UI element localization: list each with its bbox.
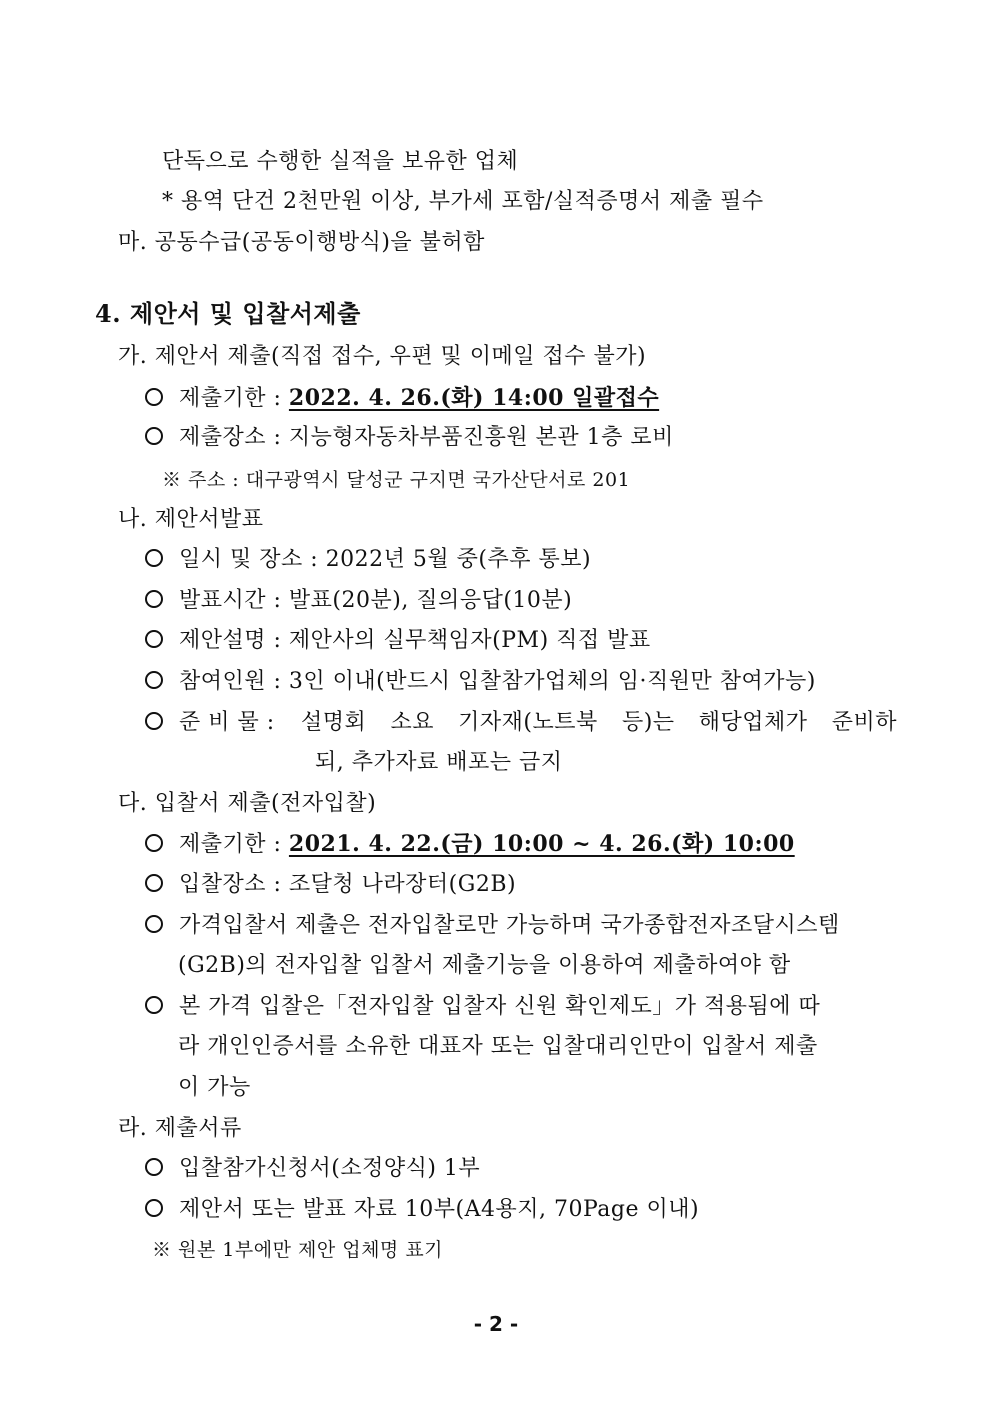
na-item-5 bbox=[145, 708, 275, 738]
na-item-5-line-1: 설명회 소요 기자재(노트북 등)는 해당업체가 준비하 bbox=[301, 710, 897, 735]
na-item-1 bbox=[145, 545, 591, 575]
da-item-3-line-1: 가격입찰서 제출은 전자입찰로만 가능하며 국가종합전자조달시스템 bbox=[179, 913, 840, 938]
da-item-3-line-2: (G2B)의 전자입찰 입찰서 제출기능을 이용하여 제출하여야 함 bbox=[178, 953, 791, 978]
joint-supply-line: 마. 공동수급(공동이행방식)을 불허함 bbox=[118, 230, 485, 255]
ra-item-1-text: 입찰참가신청서(소정양식) 1부 bbox=[179, 1156, 481, 1181]
na-item-4-text: 참여인원 : 3인 이내(반드시 입찰참가업체의 임·직원만 참여가능) bbox=[179, 669, 816, 694]
ra-item-2-text: 제안서 또는 발표 자료 10부(A4용지, 70Page 이내) bbox=[179, 1197, 700, 1222]
na-item-5-label: 준 비 물 : bbox=[179, 710, 275, 735]
na-item-1-text: 일시 및 장소 : 2022년 5월 중(추후 통보) bbox=[179, 547, 592, 572]
da-deadline-item bbox=[145, 829, 795, 860]
page-number: - 2 - bbox=[473, 1312, 519, 1336]
ga-address-note: ※ 주소 : 대구광역시 달성군 구지면 국가산단서로 201 bbox=[162, 469, 631, 491]
da-item-4-line-1: 본 가격 입찰은「전자입찰 입찰자 신원 확인제도」가 적용됨에 따 bbox=[179, 994, 821, 1019]
na-item-5-line-2: 되, 추가자료 배포는 금지 bbox=[315, 750, 563, 775]
ga-deadline-item bbox=[145, 383, 659, 414]
subsection-ga-title: 가. 제안서 제출(직접 접수, 우편 및 이메일 접수 불가) bbox=[118, 344, 647, 369]
na-item-3-text: 제안설명 : 제안사의 실무책임자(PM) 직접 발표 bbox=[179, 628, 651, 653]
ra-item-1 bbox=[145, 1154, 480, 1184]
circle-bullet-icon bbox=[145, 874, 163, 892]
ga-place-item bbox=[145, 423, 674, 453]
da-place-item bbox=[145, 870, 516, 900]
circle-bullet-icon bbox=[145, 1158, 163, 1176]
na-item-3 bbox=[145, 626, 651, 656]
na-item-2 bbox=[145, 586, 572, 616]
subsection-ra-title: 라. 제출서류 bbox=[118, 1116, 242, 1141]
circle-bullet-icon bbox=[145, 671, 163, 689]
da-item-4-line-2: 라 개인인증서를 소유한 대표자 또는 입찰대리인만이 입찰서 제출 bbox=[178, 1034, 818, 1059]
qualification-note: * 용역 단건 2천만원 이상, 부가세 포함/실적증명서 제출 필수 bbox=[162, 189, 764, 214]
circle-bullet-icon bbox=[145, 1199, 163, 1217]
circle-bullet-icon bbox=[145, 712, 163, 730]
da-item-4-line-3: 이 가능 bbox=[178, 1075, 251, 1100]
ga-deadline-label: 제출기한 : bbox=[179, 386, 289, 411]
da-item-4 bbox=[145, 992, 820, 1022]
na-item-2-text: 발표시간 : 발표(20분), 질의응답(10분) bbox=[179, 588, 573, 613]
da-deadline-label: 제출기한 : bbox=[179, 832, 289, 857]
subsection-da-title: 다. 입찰서 제출(전자입찰) bbox=[118, 791, 377, 816]
circle-bullet-icon bbox=[145, 427, 163, 445]
da-place-text: 입찰장소 : 조달청 나라장터(G2B) bbox=[179, 872, 517, 897]
circle-bullet-icon bbox=[145, 590, 163, 608]
circle-bullet-icon bbox=[145, 388, 163, 406]
circle-bullet-icon bbox=[145, 915, 163, 933]
section-4-heading: 4. 제안서 및 입찰서제출 bbox=[95, 299, 361, 328]
na-item-4 bbox=[145, 667, 816, 697]
circle-bullet-icon bbox=[145, 996, 163, 1014]
ga-place-text: 제출장소 : 지능형자동차부품진흥원 본관 1층 로비 bbox=[179, 425, 674, 450]
ga-deadline-value: 2022. 4. 26.(화) 14:00 일괄접수 bbox=[288, 385, 660, 411]
circle-bullet-icon bbox=[145, 630, 163, 648]
ra-note: ※ 원본 1부에만 제안 업체명 표기 bbox=[152, 1239, 444, 1261]
da-item-3 bbox=[145, 911, 840, 941]
circle-bullet-icon bbox=[145, 834, 163, 852]
qualification-line: 단독으로 수행한 실적을 보유한 업체 bbox=[162, 149, 519, 174]
circle-bullet-icon bbox=[145, 549, 163, 567]
subsection-na-title: 나. 제안서발표 bbox=[118, 507, 264, 532]
ra-item-2 bbox=[145, 1195, 699, 1225]
da-deadline-value: 2021. 4. 22.(금) 10:00 ~ 4. 26.(화) 10:00 bbox=[288, 831, 795, 857]
